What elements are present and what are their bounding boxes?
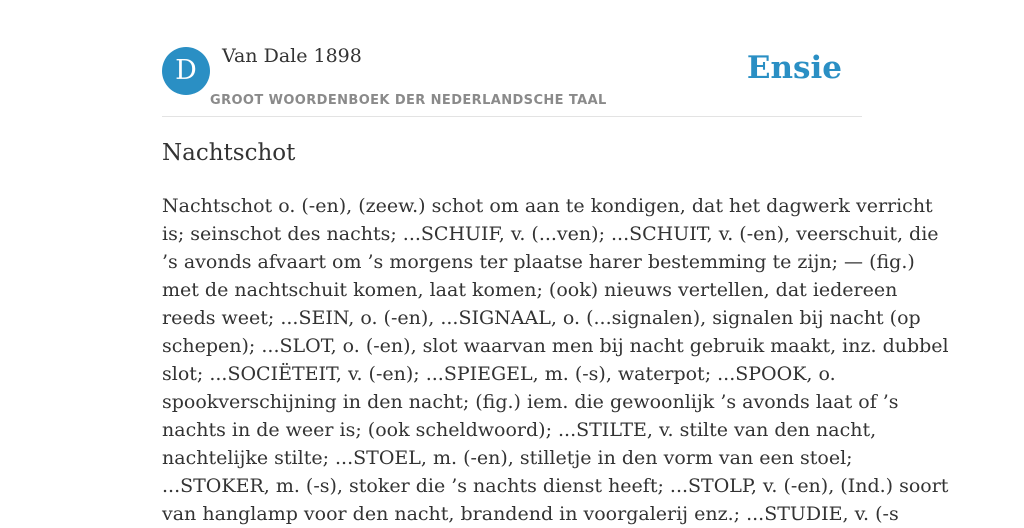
- definition-line: nachts in de weer is; (ook scheldwoord); ...STILTE, v. stilte van den nacht,: [162, 419, 877, 441]
- definition-line: slot; ...SOCIËTEIT, v. (-en); ...SPIEGEL, m. (-s), waterpot; ...SPOOK, o.: [162, 363, 836, 385]
- dictionary-logo-badge[interactable]: [162, 47, 210, 95]
- page: [162, 0, 949, 525]
- brand-logo[interactable]: Ensie: [746, 50, 842, 86]
- definition-line: schepen); ...SLOT, o. (-en), slot waarvan men bij nacht gebruik maakt, inz. dubbel: [162, 335, 949, 357]
- definition-line: nachtelijke stilte; ...STOEL, m. (-en), stilletje in den vorm van een stoel;: [162, 447, 853, 469]
- entry-headword: Nachtschot: [162, 140, 296, 166]
- definition-line: spookverschijning in den nacht; (fig.) iem. die gewoonlijk ’s avonds laat of ’s: [162, 391, 899, 413]
- definition-line: Nachtschot o. (-en), (zeew.) schot om aan te kondigen, dat het dagwerk verricht: [162, 195, 933, 217]
- definition-line: van hanglamp voor den nacht, brandend in voorgalerij enz.; ...STUDIE, v. (-s: [162, 503, 899, 525]
- header: [162, 0, 862, 117]
- dictionary-subtitle: GROOT WOORDENBOEK DER NEDERLANDSCHE TAAL: [210, 93, 607, 108]
- logo-letter: D: [175, 55, 197, 86]
- definition-line: met de nachtschuit komen, laat komen; (ook) nieuws vertellen, dat iedereen: [162, 279, 898, 301]
- definition-line: reeds weet; ...SEIN, o. (-en), ...SIGNAAL, o. (...signalen), signalen bij nacht (op: [162, 307, 921, 329]
- definition-line: ’s avonds afvaart om ’s morgens ter plaatse harer bestemming te zijn; — (fig.): [162, 251, 915, 273]
- entry-definition: [162, 192, 949, 528]
- definition-line: is; seinschot des nachts; ...SCHUIF, v. (...ven); ...SCHUIT, v. (-en), veerschuit, die: [162, 223, 939, 245]
- definition-line: ...STOKER, m. (-s), stoker die ’s nachts dienst heeft; ...STOLP, v. (-en), (Ind.) soort: [162, 475, 949, 497]
- dictionary-name[interactable]: Van Dale 1898: [222, 45, 362, 67]
